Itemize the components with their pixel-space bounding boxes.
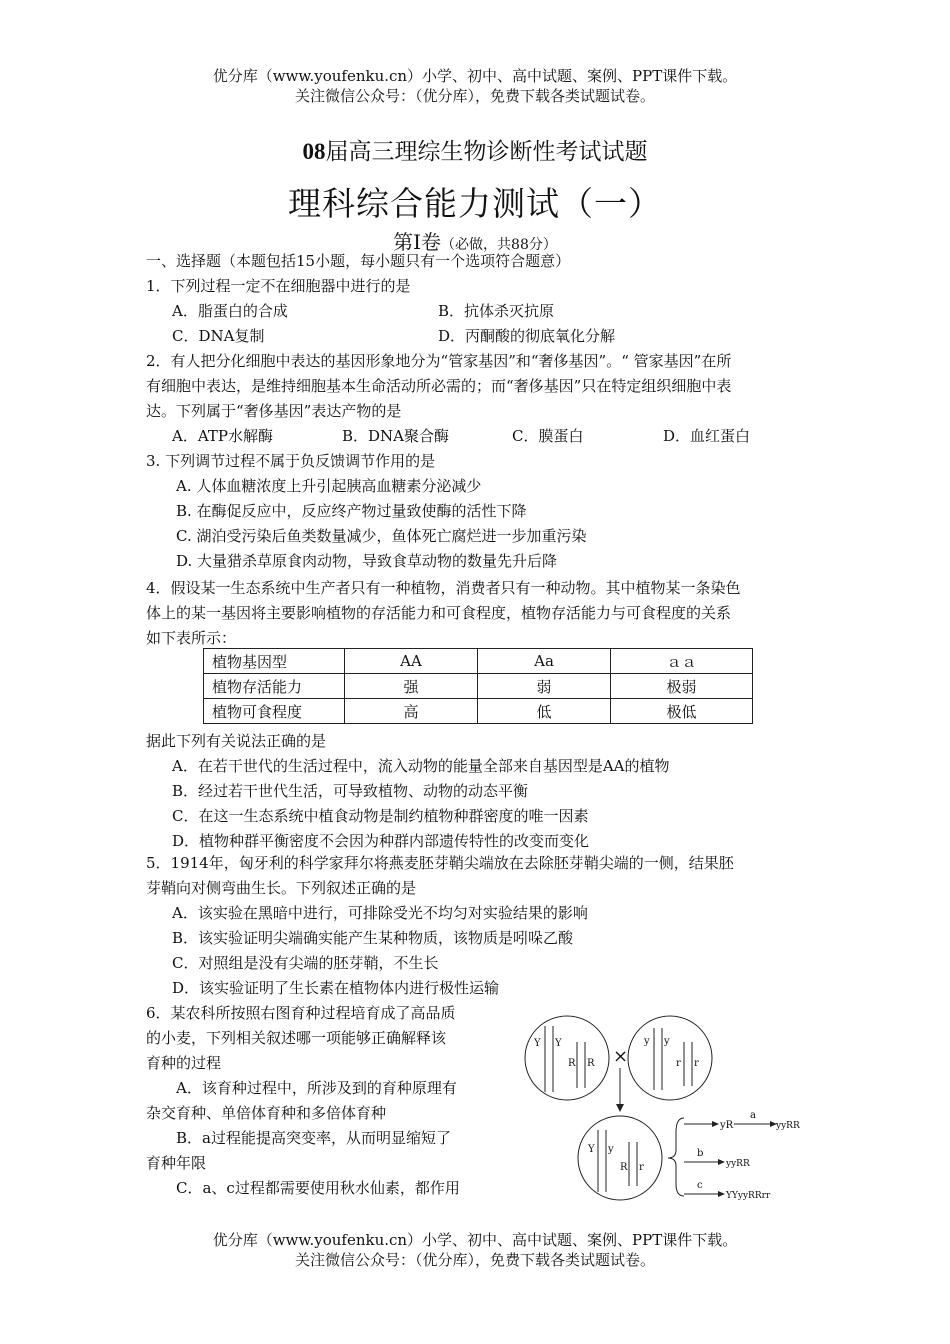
table-cell: AA [345, 649, 478, 674]
cell3-gene-3: R [620, 1162, 628, 1173]
section-heading: 一、选择题（本题包括15小题，每小题只有一个选项符合题意） [146, 252, 571, 270]
q2-option-b: B．DNA聚合酶 [342, 427, 450, 445]
table-cell: 高 [345, 699, 478, 724]
q4-stem-line-2: 体上的某一基因将主要影响植物的存活能力和可食程度，植物存活能力与可食程度的关系 [146, 604, 732, 622]
intermediate-genotype: yR [720, 1120, 734, 1131]
genotype-table [203, 648, 753, 724]
table-row [204, 674, 753, 699]
table-cell: Aa [478, 649, 611, 674]
table-cell: 植物基因型 [204, 649, 345, 674]
q2-stem-line-2: 有细胞中表达，是维持细胞基本生命活动所必需的；而“奢侈基因”只在特定组织细胞中表 [146, 377, 732, 395]
breeding-diagram [512, 1006, 810, 1206]
cell3-gene-2: y [608, 1144, 614, 1155]
q5-option-b: B．该实验证明尖端确实能产生某种物质，该物质是吲哚乙酸 [172, 929, 574, 947]
cell1-gene-1: Y [534, 1038, 541, 1049]
q2-stem-line-1: 2．有人把分化细胞中表达的基因形象地分为“管家基因”和“奢侈基因”。“ 管家基因”在所 [146, 352, 732, 370]
product-c-genotype: YYyyRRrr [726, 1191, 771, 1201]
cell3-gene-4: r [639, 1162, 644, 1173]
table-cell: 弱 [478, 674, 611, 699]
q6-option-c-line-1: C．a、c过程都需要使用秋水仙素，都作用 [176, 1179, 460, 1197]
volume-label: 第Ⅰ卷 [393, 230, 442, 254]
q4-option-c: C．在这一生态系统中植食动物是制约植物种群密度的唯一因素 [172, 807, 589, 825]
product-a-genotype: yyRR [776, 1121, 800, 1131]
cell2-gene-1: y [644, 1036, 650, 1047]
page-header-line-2: 关注微信公众号：（优分库），免费下载各类试题试卷。 [294, 87, 655, 105]
table-cell: 植物可食程度 [204, 699, 345, 724]
q6-option-b-line-1: B．a过程能提高突变率，从而明显缩短了 [176, 1129, 451, 1147]
q5-option-c: C．对照组是没有尖端的胚芽鞘，不生长 [172, 954, 439, 972]
q6-stem-line-2: 的小麦，下列相关叙述哪一项能够正确解释该 [146, 1029, 447, 1047]
q4-option-a: A．在若干世代的生活过程中，流入动物的能量全部来自基因型是AA的植物 [172, 757, 670, 775]
cross-symbol: × [613, 1046, 629, 1067]
q4-option-d: D．植物种群平衡密度不会因为种群内部遗传特性的改变而变化 [172, 832, 590, 850]
exam-title-prefix: 08 [302, 139, 326, 164]
table-cell: 强 [345, 674, 478, 699]
parent-cell-1 [525, 1016, 609, 1100]
branch-b-label: b [697, 1148, 704, 1159]
cell1-gene-3: R [568, 1058, 576, 1069]
q6-stem-line-3: 育种的过程 [146, 1054, 222, 1072]
q1-option-d: D．丙酮酸的彻底氧化分解 [438, 327, 616, 345]
q6-option-a-line-1: A．该育种过程中，所涉及到的育种原理有 [176, 1079, 457, 1097]
branch-a-label: a [750, 1110, 756, 1121]
q3-option-a: A. 人体血糖浓度上升引起胰高血糖素分泌减少 [176, 477, 482, 495]
q4-stem-line-1: 4．假设某一生态系统中生产者只有一种植物，消费者只有一种动物。其中植物某一条染色 [146, 579, 741, 597]
q1-option-b: B．抗体杀灭抗原 [438, 302, 555, 320]
q3-option-b: B. 在酶促反应中，反应终产物过量致使酶的活性下降 [176, 502, 527, 520]
q2-option-d: D．血红蛋白 [663, 427, 751, 445]
q5-option-a: A．该实验在黑暗中进行，可排除受光不均匀对实验结果的影响 [172, 904, 588, 922]
table-cell: 低 [478, 699, 611, 724]
q6-stem-line-1: 6．某农科所按照右图育种过程培育成了高品质 [146, 1004, 456, 1022]
q1-stem: 1．下列过程一定不在细胞器中进行的是 [146, 277, 411, 295]
cell2-gene-4: r [694, 1058, 699, 1069]
page-footer-line-2: 关注微信公众号：（优分库），免费下载各类试题试卷。 [294, 1251, 655, 1269]
page-header-line-1: 优分库（www.youfenku.cn）小学、初中、高中试题、案例、PPT课件下载。 [212, 67, 738, 85]
branch-c-label: c [697, 1180, 703, 1191]
q2-option-c: C．膜蛋白 [512, 427, 584, 445]
cell2-gene-3: r [676, 1058, 681, 1069]
table-cell: 植物存活能力 [204, 674, 345, 699]
cell3-gene-1: Y [588, 1144, 595, 1155]
table-cell: ａａ [611, 649, 753, 674]
table-row [204, 699, 753, 724]
q6-option-b-line-2: 育种年限 [146, 1154, 207, 1172]
parent-cell-2 [628, 1016, 712, 1100]
product-b-genotype: yyRR [726, 1159, 750, 1169]
q3-option-c: C. 湖泊受污染后鱼类数量减少，鱼体死亡腐烂进一步加重污染 [176, 527, 587, 545]
q4-option-b: B．经过若干世代生活，可导致植物、动物的动态平衡 [172, 782, 529, 800]
q2-stem-line-3: 达。下列属于“奢侈基因”表达产物的是 [146, 402, 402, 420]
volume-note: （必做，共88分） [441, 237, 557, 253]
q4-stem-line-3: 如下表所示： [146, 629, 237, 647]
q5-stem-line-2: 芽鞘向对侧弯曲生长。下列叙述正确的是 [146, 879, 417, 897]
cell1-gene-2: Y [555, 1038, 562, 1049]
q5-option-d: D．该实验证明了生长素在植物体内进行极性运输 [172, 979, 500, 997]
cell1-gene-4: R [587, 1058, 595, 1069]
table-cell: 极弱 [611, 674, 753, 699]
exam-title [0, 133, 950, 166]
exam-subtitle: 理科综合能力测试（一） [288, 184, 662, 223]
cell2-gene-2: y [664, 1036, 670, 1047]
hybrid-cell [578, 1116, 662, 1200]
q3-option-d: D. 大量猎杀草原食肉动物，导致食草动物的数量先升后降 [176, 552, 558, 570]
table-cell: 极低 [611, 699, 753, 724]
exam-title-main: 届高三理综生物诊断性考试试题 [325, 139, 648, 165]
q6-option-a-line-2: 杂交育种、单倍体育种和多倍体育种 [146, 1104, 387, 1122]
table-row [204, 649, 753, 674]
q2-option-a: A．ATP水解酶 [172, 427, 273, 445]
q4-followup: 据此下列有关说法正确的是 [146, 732, 327, 750]
page-footer-line-1: 优分库（www.youfenku.cn）小学、初中、高中试题、案例、PPT课件下载。 [212, 1231, 738, 1249]
q1-option-a: A．脂蛋白的合成 [172, 302, 288, 320]
q3-stem: 3. 下列调节过程不属于负反馈调节作用的是 [146, 452, 436, 470]
q5-stem-line-1: 5．1914年，匈牙利的科学家拜尔将燕麦胚芽鞘尖端放在去除胚芽鞘尖端的一侧，结果胚 [146, 854, 734, 872]
q1-option-c: C．DNA复制 [172, 327, 265, 345]
